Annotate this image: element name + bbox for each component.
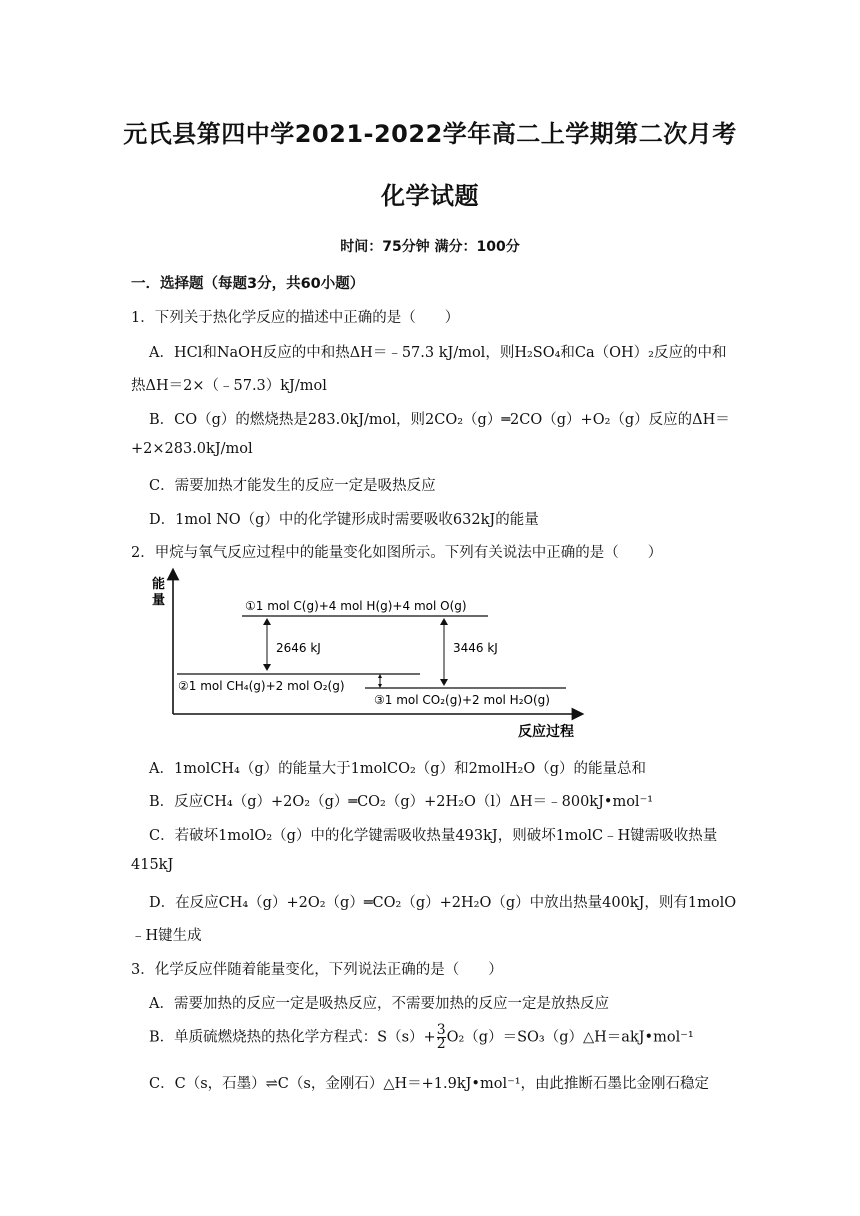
q1-option-a-cont: 热ΔH＝2×（﹣57.3）kJ/mol [131,378,327,394]
q1-option-c: C．需要加热才能发生的反应一定是吸热反应 [149,478,436,494]
arrow-3446-head-up [440,618,448,625]
q1-option-d: D．1mol NO（g）中的化学键形成时需要吸收632kJ的能量 [149,512,539,528]
exam-title: 元氏县第四中学2021-2022学年高二上学期第二次月考 [123,120,737,148]
exam-time-score: 时间：75分钟 满分：100分 [340,239,520,255]
q1-option-b: B．CO（g）的燃烧热是283.0kJ/mol，则2CO₂（g）═2CO（g）+O₂（g）反应的ΔH＝ [149,412,730,428]
energy-diagram [150,566,590,748]
level-1-label: ①1 mol C(g)+4 mol H(g)+4 mol O(g) [245,599,467,613]
q2-option-b: B．反应CH₄（g）+2O₂（g）═CO₂（g）+2H₂O（l）ΔH＝﹣800kJ•mol⁻¹ [149,794,654,810]
q3-option-b-pre: B．单质硫燃烧热的热化学方程式：S（s）+ [149,1029,436,1046]
level-2-label: ②1 mol CH₄(g)+2 mol O₂(g) [178,679,345,693]
q1-option-b-cont: +2×283.0kJ/mol [131,441,253,457]
energy-2646-label: 2646 kJ [276,641,321,655]
fraction-numerator: 3 [436,1022,446,1038]
q3-option-a: A．需要加热的反应一定是吸热反应，不需要加热的反应一定是放热反应 [149,996,609,1012]
energy-diagram-svg [150,566,590,748]
arrow-2646-head-down [263,664,271,671]
arrow-2646-head-up [263,618,271,625]
q2-option-c: C．若破坏1molO₂（g）中的化学键需吸收热量493kJ，则破坏1molC﹣H键需吸收热量 [149,828,718,844]
q2-stem: 2．甲烷与氧气反应过程中的能量变化如图所示。下列有关说法中正确的是（ ） [131,545,663,561]
q1-stem: 1．下列关于热化学反应的描述中正确的是（ ） [131,310,460,326]
q2-option-d-cont: ﹣H键生成 [131,928,202,944]
fraction-denominator: 2 [436,1036,446,1052]
fraction-3-2 [437,1024,446,1051]
q1-option-a: A．HCl和NaOH反应的中和热ΔH＝﹣57.3 kJ/mol，则H₂SO₄和Ca（OH）₂反应的中和 [149,345,727,361]
q2-option-d: D．在反应CH₄（g）+2O₂（g）═CO₂（g）+2H₂O（g）中放出热量400kJ，则有1molO [149,895,737,911]
q3-option-c: C．C（s，石墨）⇌C（s，金刚石）△H＝+1.9kJ•mol⁻¹，由此推断石墨比金刚石稳定 [149,1076,710,1092]
q3-stem: 3．化学反应伴随着能量变化，下列说法正确的是（ ） [131,962,503,978]
exam-subject-title: 化学试题 [381,182,479,210]
y-axis-label-1: 能 [152,577,166,592]
q3-option-b [149,1024,694,1051]
arrow-3446-head-down [440,679,448,686]
q2-option-a: A．1molCH₄（g）的能量大于1molCO₂（g）和2molH₂O（g）的能量总和 [149,761,647,777]
level-3-label: ③1 mol CO₂(g)+2 mol H₂O(g) [374,693,550,707]
q3-option-b-post: O₂（g）＝SO₃（g）△H＝akJ•mol⁻¹ [446,1029,694,1046]
q2-option-c-cont: 415kJ [131,857,174,873]
section-heading: 一．选择题（每题3分，共60小题） [131,276,365,292]
y-axis-label-2: 量 [152,593,166,608]
x-axis-label: 反应过程 [518,724,574,740]
energy-3446-label: 3446 kJ [453,641,498,655]
